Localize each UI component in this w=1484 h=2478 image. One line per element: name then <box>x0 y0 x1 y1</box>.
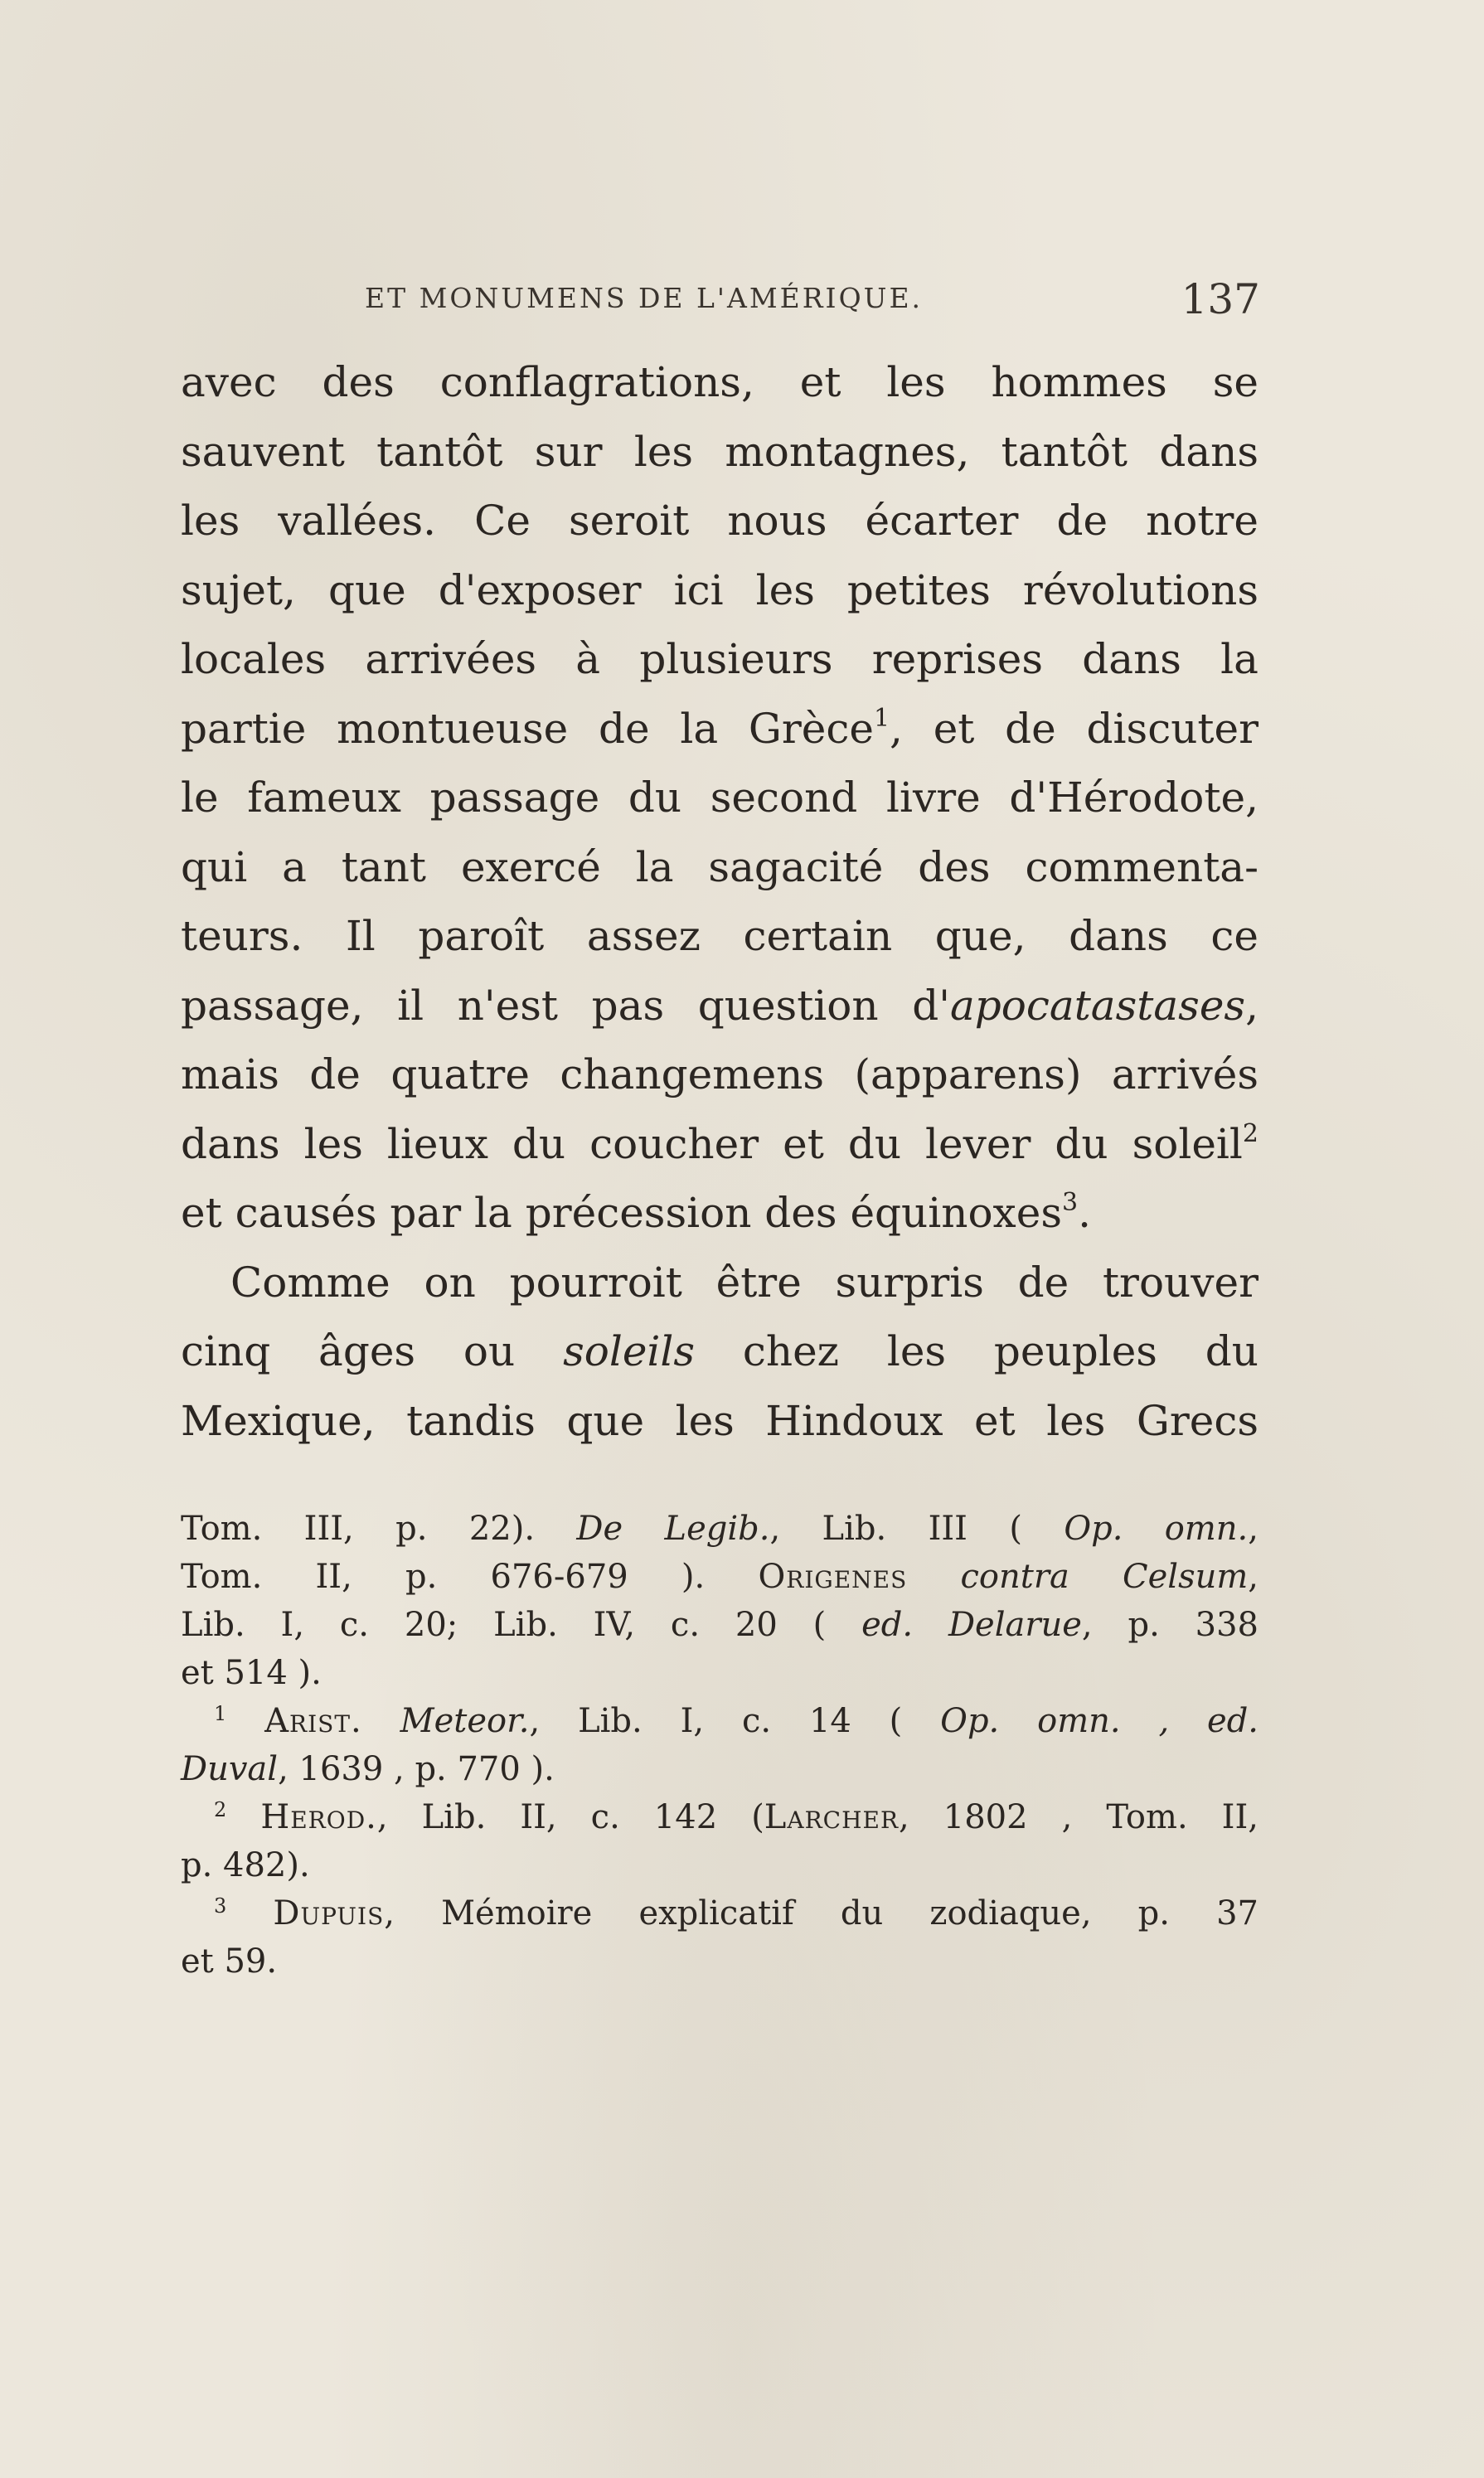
footnote-line: et 514 ). <box>181 1654 322 1692</box>
text-line: les vallées. Ce seroit nous écarter de notre <box>181 497 1258 545</box>
footnote-line: Tom. III, p. 22). De Legib., Lib. III ( Op. omn., <box>181 1510 1258 1548</box>
footnote-number: 1 <box>214 1702 227 1725</box>
page-number: 137 <box>1181 275 1260 323</box>
text-line: Comme on pourroit être surpris de trouver <box>230 1258 1258 1307</box>
text-line: sauvent tantôt sur les montagnes, tantôt dans <box>181 427 1258 476</box>
footnote-line: $^3$ Dupuis, Mémoire explicatif du zodiaque, p. 37 <box>214 1894 1258 1932</box>
footnote-ref: 3 <box>1062 1188 1079 1217</box>
footnotes <box>181 1505 1258 1986</box>
footnote-ref: 1 <box>873 703 890 733</box>
text-line: dans les lieux du coucher et du lever du soleil$^2$ <box>181 1118 1258 1168</box>
text-line: mais de quatre changemens (apparens) arrivés <box>181 1050 1258 1098</box>
running-header <box>365 275 1260 323</box>
footnote-line: Tom. II, p. 676-679 ). Origenes contra Celsum, <box>181 1558 1259 1596</box>
text-line: passage, il n'est pas question d'apocatastases, <box>181 981 1258 1030</box>
text-line: et causés par la précession des équinoxes$^3$. <box>181 1188 1091 1237</box>
footnote-line: Lib. I, c. 20; Lib. IV, c. 20 ( ed. Delarue, p. 338 <box>181 1606 1259 1644</box>
footnote-line: $^1$ Arist. Meteor., Lib. I, c. 14 ( Op. omn. , ed. <box>214 1702 1259 1740</box>
text-line: le fameux passage du second livre d'Hérodote, <box>181 773 1258 822</box>
text-line: cinq âges ou soleils chez les peuples du <box>181 1327 1258 1375</box>
footnote-line: et 59. <box>181 1942 278 1981</box>
footnote-line: p. 482). <box>181 1846 310 1884</box>
footnote-ref: 2 <box>1242 1118 1258 1148</box>
running-title: ET MONUMENS DE L'AMÉRIQUE. <box>365 282 924 314</box>
text-line: sujet, que d'exposer ici les petites révolutions <box>181 565 1258 614</box>
text-line: locales arrivées à plusieurs reprises dans la <box>181 635 1258 683</box>
footnote-line: $^2$ Herod., Lib. II, c. 142 (Larcher, 1802 , Tom. II, <box>214 1798 1259 1836</box>
text-line: teurs. Il paroît assez certain que, dans ce <box>181 912 1258 960</box>
footnote-line: Duval, 1639 , p. 770 ). <box>181 1750 555 1788</box>
main-text <box>181 348 1258 1456</box>
footnote-number: 2 <box>214 1798 227 1821</box>
text-line: qui a tant exercé la sagacité des commenta- <box>181 842 1258 891</box>
text-line: avec des conflagrations, et les hommes se <box>181 358 1258 406</box>
footnote-number: 3 <box>214 1894 227 1918</box>
text-line: partie montueuse de la Grèce$^1$, et de discuter <box>181 703 1258 753</box>
text-line: Mexique, tandis que les Hindoux et les Grecs <box>181 1396 1258 1445</box>
